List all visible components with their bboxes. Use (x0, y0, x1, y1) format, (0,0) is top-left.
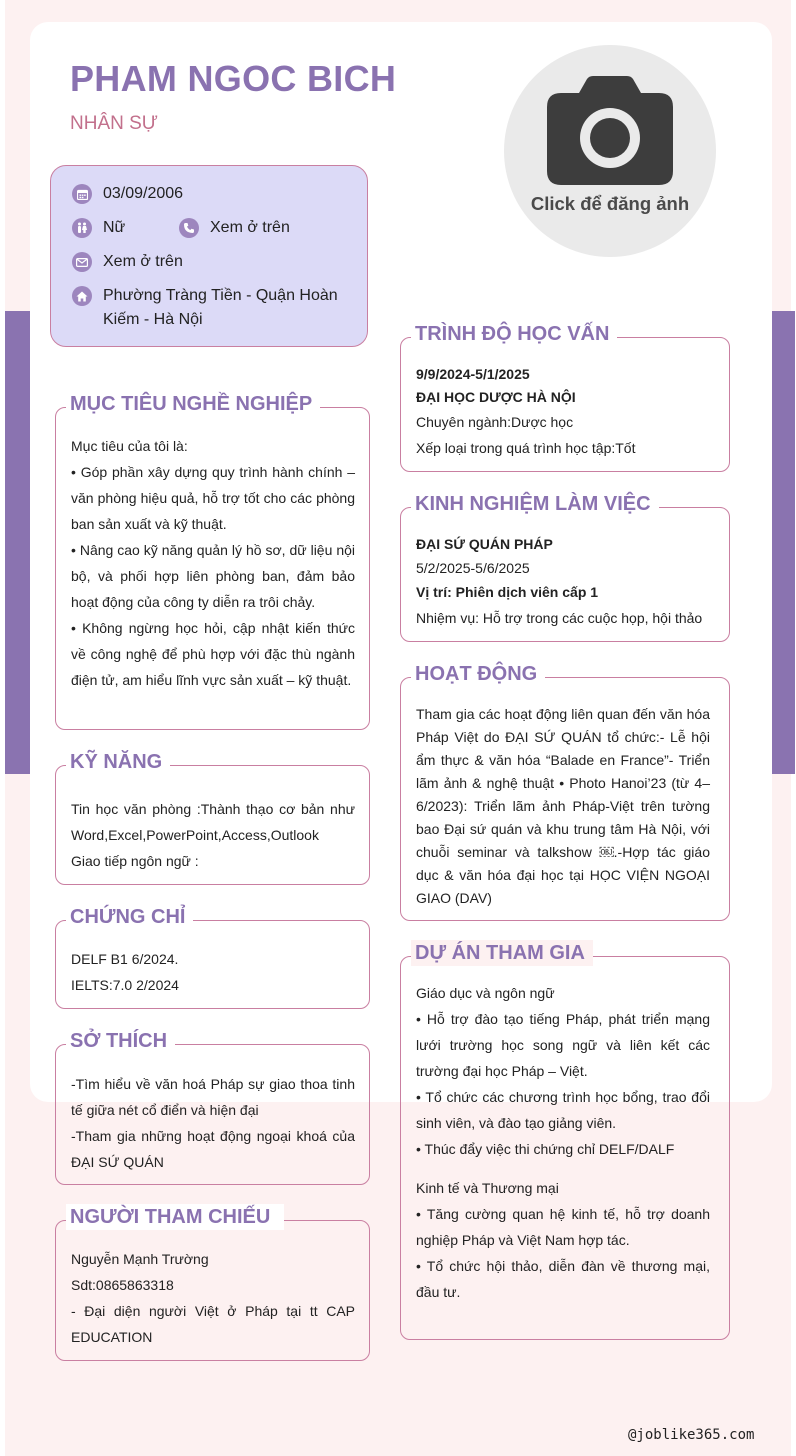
hobbies-section (55, 1030, 370, 1185)
education-period: 9/9/2024-5/1/2025 (416, 366, 530, 382)
skills-body (71, 796, 355, 874)
objective-body (71, 433, 355, 693)
gender-row (72, 218, 125, 240)
calendar-icon (72, 184, 92, 204)
projects-section (400, 942, 730, 1340)
phone-row (179, 218, 290, 240)
project-line: Kinh tế và Thương mại (416, 1180, 559, 1196)
certificates-body (71, 946, 355, 998)
references-title: NGƯỜI THAM CHIẾU (66, 1204, 284, 1230)
hobby-line: -Tham gia những hoạt động ngoại khoá của ĐẠI SỨ QUÁN (71, 1128, 355, 1170)
education-rank: Xếp loại trong quá trình học tập:Tốt (416, 440, 636, 456)
project-line: • Hỗ trợ đào tạo tiếng Pháp, phát triển mạng lưới trường học song ngữ và liên kết các trường đại học Pháp – Việt. (416, 1011, 710, 1079)
objective-section (55, 393, 370, 730)
reference-line: - Đại diện người Việt ở Pháp tại tt CAP EDUCATION (71, 1303, 355, 1345)
experience-period: 5/2/2025-5/6/2025 (416, 560, 530, 576)
education-school: ĐẠI HỌC DƯỢC HÀ NỘI (416, 389, 576, 405)
address-value: Phường Tràng Tiền - Quận Hoàn Kiếm - Hà Nội (103, 287, 338, 328)
experience-title: KINH NGHIỆM LÀM VIỆC (411, 491, 659, 517)
birthday-value: 03/09/2006 (103, 185, 184, 202)
address-row (72, 286, 352, 332)
email-row (72, 252, 183, 274)
hobby-line: -Tìm hiểu về văn hoá Pháp sự giao thoa tinh tế giữa nét cổ điển và hiện đại (71, 1076, 355, 1118)
objective-line: Mục tiêu của tôi là: (71, 438, 188, 454)
project-line: • Tăng cường quan hệ kinh tế, hỗ trợ doanh nghiệp Pháp và Việt Nam hợp tác. (416, 1206, 710, 1248)
objective-line: • Không ngừng học hỏi, cập nhật kiến thức về công nghệ để phù hợp với đặc thù ngành điện tử, am hiểu lĩnh vực sản xuất – kỹ thuật. (71, 620, 355, 688)
reference-line: Sdt:0865863318 (71, 1277, 174, 1293)
project-line: • Tổ chức hội thảo, diễn đàn về thương mại, đầu tư. (416, 1258, 710, 1300)
skills-title: KỸ NĂNG (66, 749, 170, 775)
certificates-section (55, 906, 370, 1009)
left-accent-band (5, 311, 31, 774)
reference-line: Nguyễn Mạnh Trường (71, 1251, 209, 1267)
activities-text: Tham gia các hoạt động liên quan đến văn hóa Pháp Việt do ĐẠI SỨ QUÁN tổ chức:- Lễ hội ẩm thực & văn hóa “Balade en France”- Triển lãm ảnh & nghệ thuật • Photo Hanoi’23 (từ 4–6/2023): Triển lãm ảnh Pháp-Việt trên tường bao Đại sứ quán và khu trung tâm Hà Nội, với chuỗi seminar và talkshow ￼.-Hợp tác giáo dục & văn hóa đại học tại HỌC VIỆN NGOẠI GIAO (DAV) (416, 706, 710, 906)
skills-line: Giao tiếp ngôn ngữ : (71, 853, 199, 869)
right-accent-band (772, 311, 795, 774)
objective-title: MỤC TIÊU NGHỀ NGHIỆP (66, 391, 320, 417)
certificate-line: DELF B1 6/2024. (71, 951, 179, 967)
contact-box (50, 165, 368, 347)
education-title: TRÌNH ĐỘ HỌC VẤN (411, 321, 617, 347)
project-line: Giáo dục và ngôn ngữ (416, 985, 555, 1001)
education-body (416, 362, 716, 460)
project-line: • Tổ chức các chương trình học bổng, trao đổi sinh viên, và đào tạo giảng viên. (416, 1089, 710, 1131)
experience-duty: Nhiệm vụ: Hỗ trợ trong các cuộc họp, hội thảo (416, 610, 703, 626)
education-major: Chuyên ngành:Dược học (416, 414, 574, 430)
project-line: • Thúc đẩy việc thi chứng chỉ DELF/DALF (416, 1141, 675, 1157)
activities-body (416, 703, 710, 910)
phone-value: Xem ở trên (210, 219, 290, 236)
projects-body (416, 980, 710, 1305)
home-icon (72, 286, 92, 306)
certificate-line: IELTS:7.0 2/2024 (71, 977, 179, 993)
skills-line: Tin học văn phòng :Thành thạo cơ bản như Word,Excel,PowerPoint,Access,Outlook (71, 801, 355, 843)
email-value: Xem ở trên (103, 253, 183, 270)
candidate-role: NHÂN SỰ (70, 113, 159, 134)
skills-section (55, 751, 370, 885)
education-section (400, 323, 730, 472)
objective-line: • Nâng cao kỹ năng quản lý hồ sơ, dữ liệu nội bộ, và phối hợp liên phòng ban, đảm bảo hoạt động của công ty diễn ra trôi chảy. (71, 542, 355, 610)
references-body (71, 1246, 355, 1350)
projects-title: DỰ ÁN THAM GIA (411, 940, 593, 966)
candidate-name: PHAM NGOC BICH (70, 58, 397, 99)
mail-icon (72, 252, 92, 272)
experience-company: ĐẠI SỨ QUÁN PHÁP (416, 536, 553, 552)
camera-icon (547, 75, 673, 185)
experience-section (400, 493, 730, 642)
activities-section (400, 663, 730, 921)
photo-upload-label: Click để đăng ảnh (530, 193, 690, 214)
hobbies-body (71, 1071, 355, 1175)
gender-icon (72, 218, 92, 238)
activities-title: HOẠT ĐỘNG (411, 661, 545, 687)
objective-line: • Góp phần xây dựng quy trình hành chính – văn phòng hiệu quả, hỗ trợ tốt cho các phòng ban sản xuất và kỹ thuật. (71, 464, 355, 532)
gender-value: Nữ (103, 219, 126, 236)
references-section (55, 1206, 370, 1361)
certificates-title: CHỨNG CHỈ (66, 904, 193, 930)
photo-upload[interactable] (504, 45, 716, 257)
birthday-row (72, 184, 183, 206)
phone-icon (179, 218, 199, 238)
experience-body (416, 532, 716, 632)
hobbies-title: SỞ THÍCH (66, 1028, 175, 1054)
footer-watermark: @joblike365.com (628, 1427, 755, 1443)
experience-position: Vị trí: Phiên dịch viên cấp 1 (416, 584, 599, 600)
